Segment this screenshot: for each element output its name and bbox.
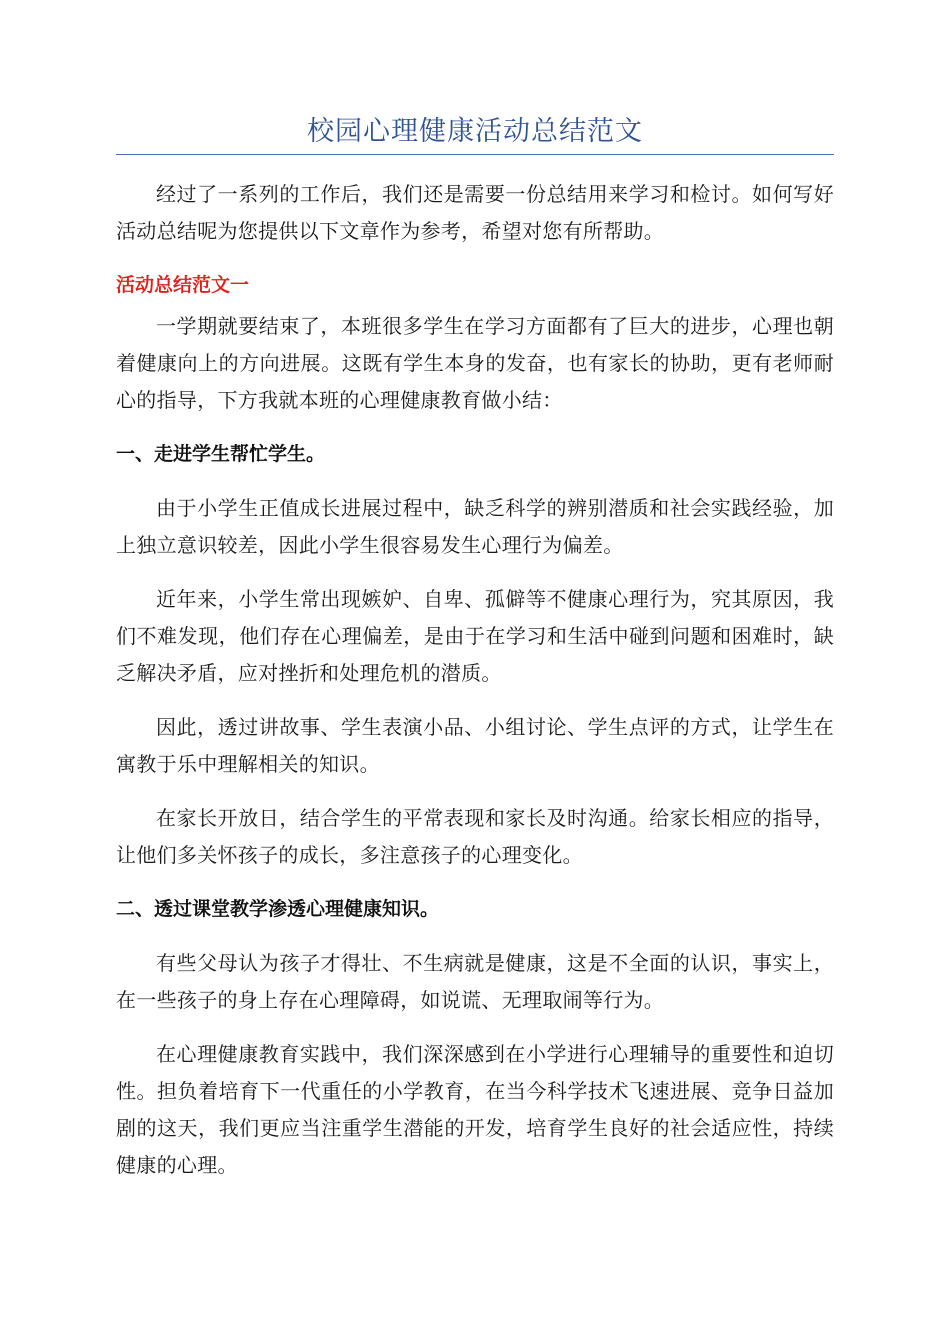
- heading-two: 二、透过课堂教学渗透心理健康知识。: [116, 898, 440, 920]
- paragraph: 在家长开放日，结合学生的平常表现和家长及时沟通。给家长相应的指导，让他们多关怀孩子的成长，多注意孩子的心理变化。: [116, 806, 834, 867]
- paragraph: 在心理健康教育实践中，我们深深感到在小学进行心理辅导的重要性和迫切性。担负着培育下一代重任的小学教育，在当今科学技术飞速进展、竞争日益加剧的这天，我们更应当注重学生潜能的开发，培育学生良好的社会适应性，持续健康的心理。: [116, 1042, 834, 1177]
- paragraph: 由于小学生正值成长进展过程中，缺乏科学的辨别潜质和社会实践经验，加上独立意识较差，因此小学生很容易发生心理行为偏差。: [116, 496, 834, 557]
- document-body: [116, 176, 834, 1201]
- paragraph: 因此，透过讲故事、学生表演小品、小组讨论、学生点评的方式，让学生在寓教于乐中理解相关的知识。: [116, 715, 834, 776]
- document-title: 校园心理健康活动总结范文: [307, 116, 643, 147]
- section-title: 活动总结范文一: [116, 274, 250, 296]
- section-intro-paragraph: 一学期就要结束了，本班很多学生在学习方面都有了巨大的进步，心理也朝着健康向上的方向进展。这既有学生本身的发奋，也有家长的协助，更有老师耐心的指导，下方我就本班的心理健康教育做小结：: [116, 314, 834, 412]
- title-underline: [116, 154, 834, 155]
- paragraph: 近年来，小学生常出现嫉妒、自卑、孤僻等不健康心理行为，究其原因，我们不难发现，他们存在心理偏差，是由于在学习和生活中碰到问题和困难时，缺乏解决矛盾，应对挫折和处理危机的潜质。: [116, 587, 834, 685]
- paragraph: 有些父母认为孩子才得壮、不生病就是健康，这是不全面的认识，事实上，在一些孩子的身上存在心理障碍，如说谎、无理取闹等行为。: [116, 951, 834, 1012]
- heading-one: 一、走进学生帮忙学生。: [116, 443, 326, 465]
- intro-paragraph: 经过了一系列的工作后，我们还是需要一份总结用来学习和检讨。如何写好活动总结呢为您提供以下文章作为参考，希望对您有所帮助。: [116, 182, 834, 243]
